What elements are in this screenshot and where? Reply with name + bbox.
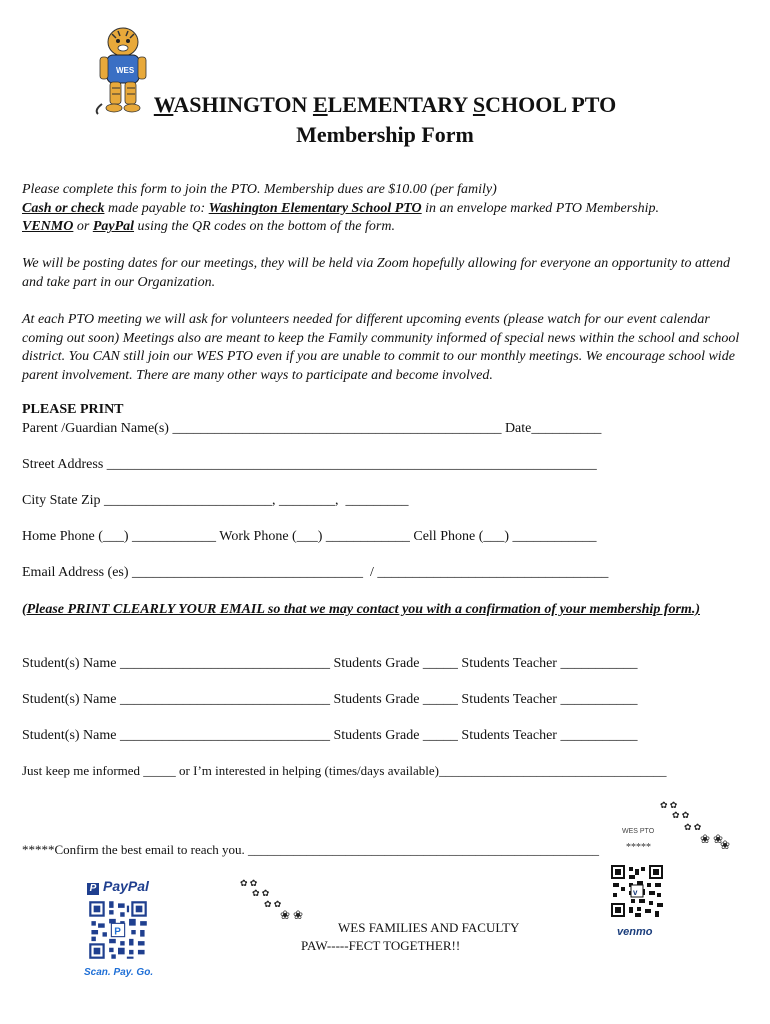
paw-prints-icon: ✿ ✿ [264, 899, 282, 909]
venmo-qr-code[interactable] [609, 863, 665, 919]
paw-prints-icon: ✿ ✿ [240, 878, 258, 888]
confirm-email-field[interactable]: *****Confirm the best email to reach you. ______________________________________________________ [22, 842, 600, 857]
meetings-paragraph: We will be posting dates for our meetings, they will be held via Zoom hopefully allowing for everyone an opportunity to attend and take part in our Organization. [22, 256, 730, 290]
intro-text: made payable to: [104, 200, 209, 216]
volunteers-paragraph: At each PTO meeting we will ask for volunteers needed for different upcoming events (please watch for our event calendar coming out soon) Meetings also are meant to keep the Family community informed of special news within the school and school district. You CAN still join our WES PTO even if you are unable to commit to our monthly meetings. We encourage school wide parent involvement. There are many other ways to participate and become involved. [22, 312, 740, 383]
paypal-qr-code[interactable] [87, 899, 149, 961]
wes-pto-label: WES PTO [622, 828, 655, 835]
page-subtitle: Membership Form [296, 122, 474, 147]
page-title [0, 92, 770, 118]
paw-prints-icon: ❀ ❀ [700, 832, 724, 846]
email-address-field[interactable]: Email Address (es) _________________________________ / _________________________________ [22, 565, 609, 580]
paw-prints-icon: ✿ ✿ [660, 800, 678, 810]
payee-label: Washington Elementary School PTO [208, 200, 422, 216]
paypal-icon: P [87, 883, 99, 895]
street-address-field[interactable]: Street Address ______________________________________________________________________ [22, 457, 597, 472]
title-part: LEMENTARY [327, 92, 473, 117]
venmo-logo: venmo [617, 926, 653, 938]
student-row-3[interactable]: Student(s) Name ______________________________ Students Grade _____ Students Teacher ___________ [22, 728, 638, 743]
families-line-1: WES FAMILIES AND FACULTY [338, 920, 520, 935]
parent-name-field[interactable]: Parent /Guardian Name(s) _______________________________________________ Date__________ [22, 421, 602, 436]
title-letter-e: E [312, 92, 328, 117]
paypal-logo [87, 878, 149, 896]
svg-text:v: v [633, 888, 638, 897]
student-row-1[interactable]: Student(s) Name ______________________________ Students Grade _____ Students Teacher ___________ [22, 656, 638, 671]
intro-line-dues: Please complete this form to join the PTO. Membership dues are $10.00 (per family) [22, 182, 497, 197]
paw-prints-icon: ❀ [720, 838, 731, 852]
paypal-logo-text: PayPal [103, 878, 149, 894]
paw-prints-icon: ✿ ✿ [684, 822, 702, 832]
families-line-2: PAW-----FECT TOGETHER!! [301, 938, 461, 953]
intro-text: in an envelope marked PTO Membership. [421, 200, 659, 216]
title-letter-w: W [153, 92, 174, 117]
stars-label: ***** [626, 842, 651, 853]
venmo-text: VENMO [22, 219, 74, 234]
phone-fields[interactable]: Home Phone (___) ____________ Work Phone (___) ____________ Cell Phone (___) ____________ [22, 529, 597, 544]
intro-line-payment [22, 200, 752, 219]
title-part: ASHINGTON [173, 92, 313, 117]
intro-text: or [73, 219, 93, 234]
title-letter-s: S [472, 92, 486, 117]
scan-pay-go-label: Scan. Pay. Go. [84, 967, 154, 978]
paw-prints-icon: ❀ ❀ [280, 908, 304, 922]
paypal-text: PayPal [92, 219, 135, 234]
city-state-zip-field[interactable]: City State Zip ________________________, ________, _________ [22, 493, 409, 508]
email-note: (Please PRINT CLEARLY YOUR EMAIL so that we may contact you with a confirmation of your membership form.) [22, 602, 700, 617]
paw-prints-icon: ✿ ✿ [672, 810, 690, 820]
student-row-2[interactable]: Student(s) Name ______________________________ Students Grade _____ Students Teacher ___________ [22, 692, 638, 707]
cash-or-check-label: Cash or check [22, 200, 105, 216]
keep-informed-field[interactable]: Just keep me informed _____ or I’m interested in helping (times/days available)___________________________________ [22, 763, 667, 778]
svg-text:P: P [114, 926, 121, 938]
intro-paragraph [22, 181, 752, 237]
title-part: CHOOL PTO [485, 92, 617, 117]
intro-line-qr [22, 218, 752, 237]
intro-text: using the QR codes on the bottom of the form. [134, 219, 395, 234]
please-print-heading: PLEASE PRINT [22, 402, 124, 417]
paw-prints-icon: ✿ ✿ [252, 888, 270, 898]
svg-text:WES: WES [116, 66, 135, 75]
